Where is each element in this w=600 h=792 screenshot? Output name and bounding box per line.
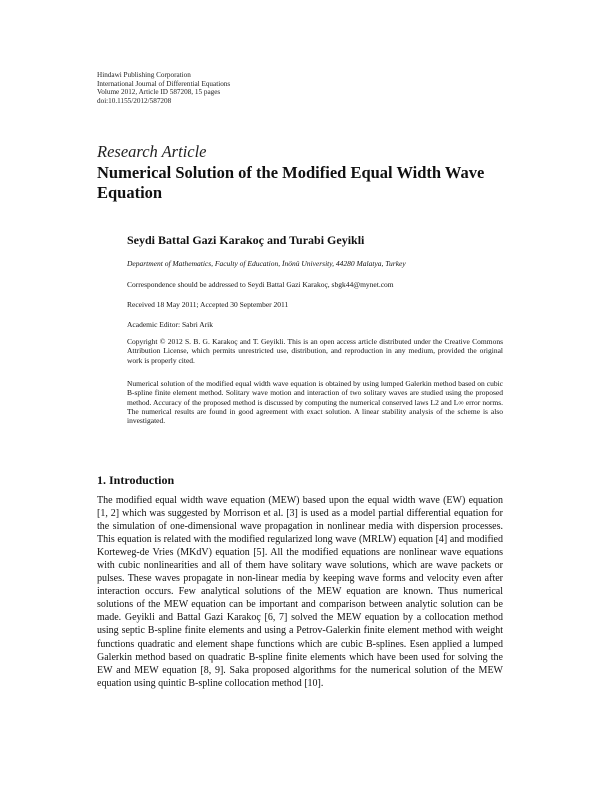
paper-title: Numerical Solution of the Modified Equal Width Wave Equation <box>97 163 485 202</box>
section-body: The modified equal width wave equation (MEW) based upon the equal width wave (EW) equation [1, 2] which was suggested by Morrison et al. [3] is used as a model partial differential equation for the simulation of one-dimensional wave propagation in nonlinear media with dispersion processes. This equation is related with the modified regularized long wave (MRLW) equation [4] and modified Korteweg-de Vries (MKdV) equation [5]. All the modified equations are nonlinear wave equations with cubic nonlinearities and all of them have solitary wave solutions, which are wave packets or pulses. These waves propagate in non-linear media by keeping wave forms and velocity even after interaction occurs. Few analytical solutions of the MEW equation are known. Thus numerical solutions of the MEW equation can be important and comparison between analytic solution can be made. Geyikli and Battal Gazi Karakoç [6, 7] solved the MEW equation by a collocation method using septic B-spline finite elements and using a Petrov-Galerkin finite element method with weight functions quadratic and element shape functions which are cubic B-splines. Esen applied a lumped Galerkin method based on quadratic B-spline finite elements which have been used for solving the EW and MEW equation [8, 9]. Saka proposed algorithms for the numerical solution of the MEW equation using quintic B-spline collocation method [10]. <box>97 495 503 689</box>
article-type: Research Article <box>97 142 207 161</box>
volume-line: Volume 2012, Article ID 587208, 15 pages <box>97 88 221 97</box>
section-heading: 1. Introduction <box>97 473 175 487</box>
dates: Received 18 May 2011; Accepted 30 September 2011 <box>127 300 289 309</box>
affiliation: Department of Mathematics, Faculty of Education, İnönü University, 44280 Malatya, Turkey <box>127 259 406 268</box>
doi-line: doi:10.1155/2012/587208 <box>97 96 172 105</box>
academic-editor: Academic Editor: Sabri Arik <box>127 320 214 329</box>
journal-line: International Journal of Differential Equations <box>97 79 231 88</box>
publisher-line: Hindawi Publishing Corporation <box>97 71 191 79</box>
authors: Seydi Battal Gazi Karakoç and Turabi Geyikli <box>127 233 365 247</box>
abstract: Numerical solution of the modified equal width wave equation is obtained by using lumped Galerkin method based on cubic B-spline finite element method. Solitary wave motion and interaction of two solitary waves are studied using the proposed method. Accuracy of the proposed method is discussed by computing the numerical conserved laws L2 and L∞ error norms. The numerical results are found in good agreement with exact solution. A linear stability analysis of the scheme is also investigated. <box>127 379 503 426</box>
correspondence: Correspondence should be addressed to Seydi Battal Gazi Karakoç, sbgk44@mynet.com <box>127 280 394 289</box>
journal-header <box>97 71 397 105</box>
copyright-notice: Copyright © 2012 S. B. G. Karakoç and T. Geyikli. This is an open access article distributed under the Creative Commons Attribution License, which permits unrestricted use, distribution, and reproduction in any medium, provided the original work is properly cited. <box>127 337 503 365</box>
